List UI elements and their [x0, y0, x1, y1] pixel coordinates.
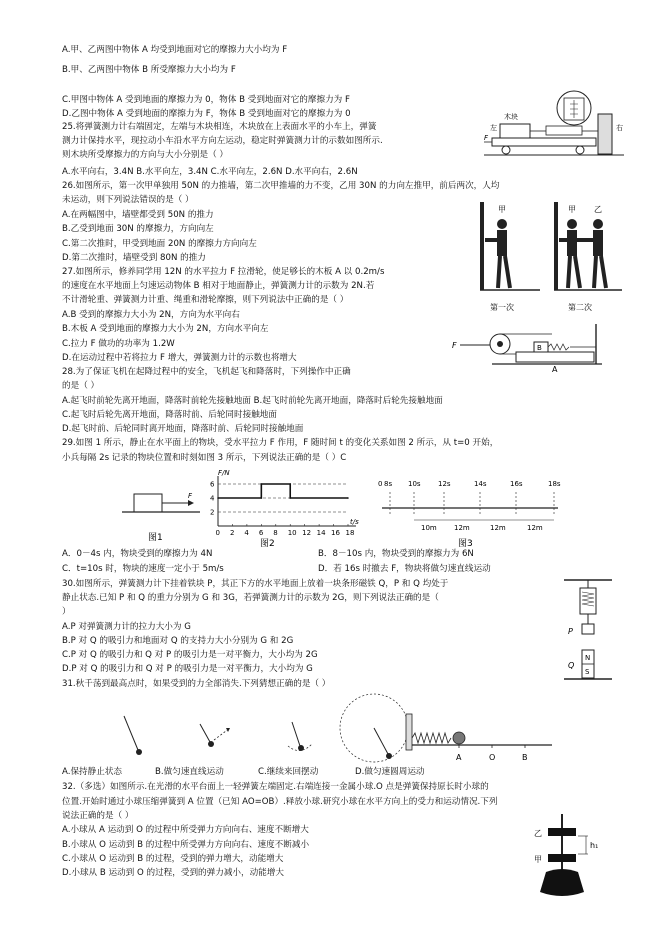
- q33-figure: [516, 810, 612, 902]
- magnet-jia: [548, 854, 576, 862]
- q27-option-a: A.B 受到的摩擦力大小为 2N，方向为水平向右: [62, 310, 240, 320]
- base: [540, 869, 584, 896]
- q27-stem: 不计滑轮重、弹簧测力计重、绳重和滑轮摩擦，则下列说法中正确的是（ ）: [62, 295, 349, 305]
- q26-stem: 未运动，则下列说法错误的是（ ）: [62, 195, 194, 205]
- cart: [492, 138, 596, 146]
- q29-figure-1: [122, 484, 202, 546]
- gap-label: 12m: [527, 524, 543, 532]
- board-a: [516, 352, 594, 362]
- q32-stem: 说法正确的是（ ）: [62, 811, 134, 821]
- q29-option-b: B．8－10s 内，物块受到的摩擦力为 6N: [318, 549, 474, 559]
- q30-option-d: D.P 对 Q 的吸引力和 Q 对 P 的吸引力是一对平衡力，大小均为 G: [62, 664, 313, 674]
- q27-option-c: C.拉力 F 做功的功率为 1.2W: [62, 339, 175, 349]
- point-o: O: [489, 753, 496, 762]
- y-tick-label: 6: [210, 480, 215, 489]
- x-tick-label: 0: [215, 529, 220, 537]
- q30-option-b: B.P 对 Q 的吸引力和地面对 Q 的支持力大小分别为 G 和 2G: [62, 636, 294, 646]
- force-label: F: [188, 492, 193, 500]
- q32-option-d: D.小球从 B 运动到 O 的过程，受到的弹力减小，动能增大: [62, 868, 284, 878]
- q29-option-d: D．若 16s 时撤去 F，物块将做匀速直线运动: [318, 564, 491, 574]
- q31-option-d: D.做匀速圆周运动: [355, 767, 425, 777]
- x-tick-label: 4: [244, 529, 249, 537]
- q24-option-c: C.甲图中物体 A 受到地面的摩擦力为 0，物体 B 受到地面对它的摩擦力为 F: [62, 95, 350, 105]
- force-point: [289, 483, 291, 485]
- q27-option-b: B.木板 A 受到地面的摩擦力大小为 2N，方向水平向左: [62, 324, 269, 334]
- q30-figure: [560, 576, 616, 686]
- yi-label: 乙: [534, 829, 542, 838]
- q26-figure: [476, 198, 626, 318]
- swing-b: [200, 724, 230, 747]
- q32-figure: [404, 710, 554, 766]
- q32-option-a: A.小球从 A 运动到 O 的过程中所受弹力方向向右、速度不断增大: [62, 825, 309, 835]
- x-tick-label: 14: [316, 529, 326, 537]
- point-a: A: [456, 753, 462, 762]
- jia-label: 甲: [534, 855, 542, 864]
- x-tick-label: 16: [331, 529, 340, 537]
- swing-c: [288, 722, 312, 751]
- q28-option-d: D.起飞时前、后轮同时离开地面，降落时前、后轮同时接触地面: [62, 424, 304, 434]
- x-tick-label: 12: [302, 529, 312, 537]
- board-a-label: A: [552, 365, 558, 374]
- left-label: 左: [490, 124, 497, 132]
- q26-option-c: C.第二次推时，甲受到地面 20N 的摩擦力方向向左: [62, 239, 257, 249]
- q29-figure-3: [378, 472, 562, 550]
- magnet-yi: [548, 828, 576, 836]
- gap-label: 10m: [421, 524, 437, 532]
- fig3-caption: 图3: [458, 539, 473, 549]
- q27-figure: [452, 322, 602, 380]
- q31-option-c: C.继续来回摆动: [258, 767, 319, 777]
- q31-stem: 31.秋千荡到最高点时，如果受到的力全部消失.下列猜想正确的是（ ）: [62, 679, 331, 689]
- caption-first: 第一次: [490, 303, 514, 312]
- q27-stem: 27.如图所示，修养同学用 12N 的水平拉力 F 拉滑轮，使足够长的木板 A 以 0.2m/s: [62, 267, 385, 277]
- time-label: 14s: [474, 480, 487, 488]
- q25-block-label: 木块: [504, 113, 518, 121]
- q25-stem: 则木块所受摩擦力的方向与大小分别是（ ）: [62, 150, 229, 160]
- q30-stem: 30.如图所示，弹簧测力计下挂着铁块 P，其正下方的水平地面上放着一块条形磁铁 Q，P 和 Q 均处于: [62, 579, 449, 589]
- h1-label: h₁: [590, 841, 599, 850]
- swing-a: [124, 716, 142, 755]
- force-label: F: [452, 341, 457, 350]
- q30-option-c: C.P 对 Q 的吸引力和 Q 对 P 的吸引力是一对平衡力，大小均为 2G: [62, 650, 318, 660]
- time-label: 10s: [408, 480, 421, 488]
- time-label: 8s: [384, 480, 393, 488]
- q29-option-a: A．0－4s 内，物块受到的摩擦力为 4N: [62, 549, 213, 559]
- q28-stem: 的是（ ）: [62, 381, 100, 391]
- force-point: [261, 497, 263, 499]
- fixed-wall: [598, 114, 612, 154]
- wooden-block: [500, 124, 530, 138]
- q26-option-a: A.在两幅图中，墙壁都受到 50N 的推力: [62, 210, 214, 220]
- q26-option-b: B.乙受到地面 30N 的摩擦力，方向向左: [62, 224, 214, 234]
- q32-option-b: B.小球从 O 运动到 B 的过程中所受弹力方向向右、速度不断减小: [62, 840, 310, 850]
- force-point: [217, 497, 219, 499]
- q26-option-d: D.第二次推时，墙壁受到 80N 的推力: [62, 253, 206, 263]
- q25-stem: 测力计保持水平，现拉动小车沿水平方向左运动，稳定时弹簧测力计的示数如图所示.: [62, 136, 383, 146]
- fig1-caption: 图1: [148, 533, 163, 543]
- x-tick-label: 2: [229, 529, 235, 537]
- q31-figure: [120, 690, 410, 766]
- q31-option-b: B.做匀速直线运动: [155, 767, 224, 777]
- q24-option-d: D.乙图中物体 A 受到地面的摩擦力为 F，物体 B 受到地面对它的摩擦力为 0: [62, 109, 351, 119]
- q30-stem: ）: [62, 607, 71, 617]
- person-jia-label-2: 甲: [568, 205, 576, 214]
- q29-stem: 小兵每隔 2s 记录的物块位置和时刻如图 3 所示，下列说法正确的是（ ）C: [62, 453, 347, 463]
- right-label: 右: [616, 124, 623, 132]
- gap-label: 12m: [454, 524, 470, 532]
- q30-option-a: A.P 对弹簧测力计的拉力大小为 G: [62, 622, 191, 632]
- force-point: [347, 497, 349, 499]
- block: [134, 494, 162, 512]
- p-label: P: [568, 627, 573, 636]
- time-label: 0: [378, 480, 383, 488]
- gap-label: 12m: [490, 524, 506, 532]
- q28-stem: 28.为了保证飞机在起降过程中的安全，飞机起飞和降落时，下列操作中正确: [62, 367, 351, 377]
- time-label: 18s: [548, 480, 561, 488]
- x-tick-label: 8: [273, 529, 278, 537]
- force-label: F: [484, 134, 489, 142]
- q30-stem: 静止状态.已知 P 和 Q 的重力分别为 G 和 3G，若弹簧测力计的示数为 2G，则下列说法正确的是（: [62, 593, 439, 603]
- fixed-wall: [406, 714, 412, 750]
- q27-stem: 的速度在水平地面上匀速运动物体 B 相对于地面静止，弹簧测力计的示数为 2N.若: [62, 281, 375, 291]
- q24-option-b: B.甲、乙两图中物体 B 所受摩擦力大小均为 F: [62, 65, 236, 75]
- s-pole: S: [585, 668, 590, 676]
- q32-stem: 位置.开始时通过小球压缩弹簧到 A 位置（已知 AO=OB）.释放小球.研究小球在水平方向上的受力和运动情况.下列: [62, 797, 498, 807]
- caption-second: 第二次: [568, 303, 592, 312]
- force-point: [289, 497, 291, 499]
- q28-option-ab: A.起飞时前轮先离开地面，降落时前轮先接触地面 B.起飞时前轮先离开地面，降落时后轮先接触地面: [62, 396, 443, 406]
- iron-block-p: [582, 624, 594, 634]
- force-series-line: [218, 484, 348, 498]
- person-yi-label: 乙: [594, 205, 602, 214]
- q26-stem: 26.如图所示，第一次甲单独用 50N 的力推墙，第二次甲推墙的力不变，乙用 30N 的力向左推甲，前后两次，人均: [62, 181, 500, 191]
- x-tick-label: 18: [345, 529, 355, 537]
- q29-figure-2-chart: [204, 466, 364, 548]
- q29-option-c: C．t=10s 时，物块的速度一定小于 5m/s: [62, 564, 224, 574]
- q25-stem: 25.将弹簧测力计右端固定，左端与木块相连，木块放在上表面水平的小车上，弹簧: [62, 122, 377, 132]
- spring-scale: [548, 344, 569, 350]
- metal-ball: [453, 732, 465, 744]
- force-point: [261, 483, 263, 485]
- chart-ylabel: F/N: [218, 469, 230, 477]
- q25-figure: [484, 88, 634, 168]
- q32-stem: 32.（多选）如图所示.在光滑的水平台面上一轻弹簧左端固定.右端连接一金属小球.O 点是弹簧保持原长时小球的: [62, 782, 489, 792]
- y-tick-label: 2: [210, 508, 215, 517]
- point-b: B: [522, 753, 528, 762]
- y-tick-label: 4: [210, 494, 215, 503]
- q25-options: A.水平向右，3.4N B.水平向左，3.4N C.水平向左，2.6N D.水平向右，2.6N: [62, 167, 358, 177]
- time-label: 12s: [438, 480, 451, 488]
- x-tick-label: 10: [287, 529, 297, 537]
- person-jia-label: 甲: [498, 205, 506, 214]
- block-b-label: B: [537, 344, 542, 352]
- q31-option-a: A.保持静止状态: [62, 767, 123, 777]
- n-pole: N: [585, 654, 591, 662]
- spring-scale: [546, 126, 582, 135]
- time-label: 16s: [510, 480, 523, 488]
- q29-stem: 29.如图 1 所示，静止在水平面上的物块，受水平拉力 F 作用，F 随时间 t 的变化关系如图 2 所示，从 t=0 开始，: [62, 438, 499, 448]
- swing-d: [340, 694, 408, 762]
- chart-xlabel: t/s: [350, 518, 359, 526]
- spring: [412, 733, 451, 743]
- fig2-caption: 图2: [260, 539, 275, 548]
- x-tick-label: 6: [258, 529, 264, 537]
- q24-option-a: A.甲、乙两图中物体 A 均受到地面对它的摩擦力大小均为 F: [62, 45, 288, 55]
- q28-option-c: C.起飞时后轮先离开地面，降落时前、后轮同时接触地面: [62, 410, 277, 420]
- q-label: Q: [568, 661, 575, 670]
- q27-option-d: D.在运动过程中若将拉力 F 增大，弹簧测力计的示数也将增大: [62, 353, 297, 363]
- q32-option-c: C.小球从 O 运动到 B 的过程，受到的弹力增大，动能增大: [62, 854, 284, 864]
